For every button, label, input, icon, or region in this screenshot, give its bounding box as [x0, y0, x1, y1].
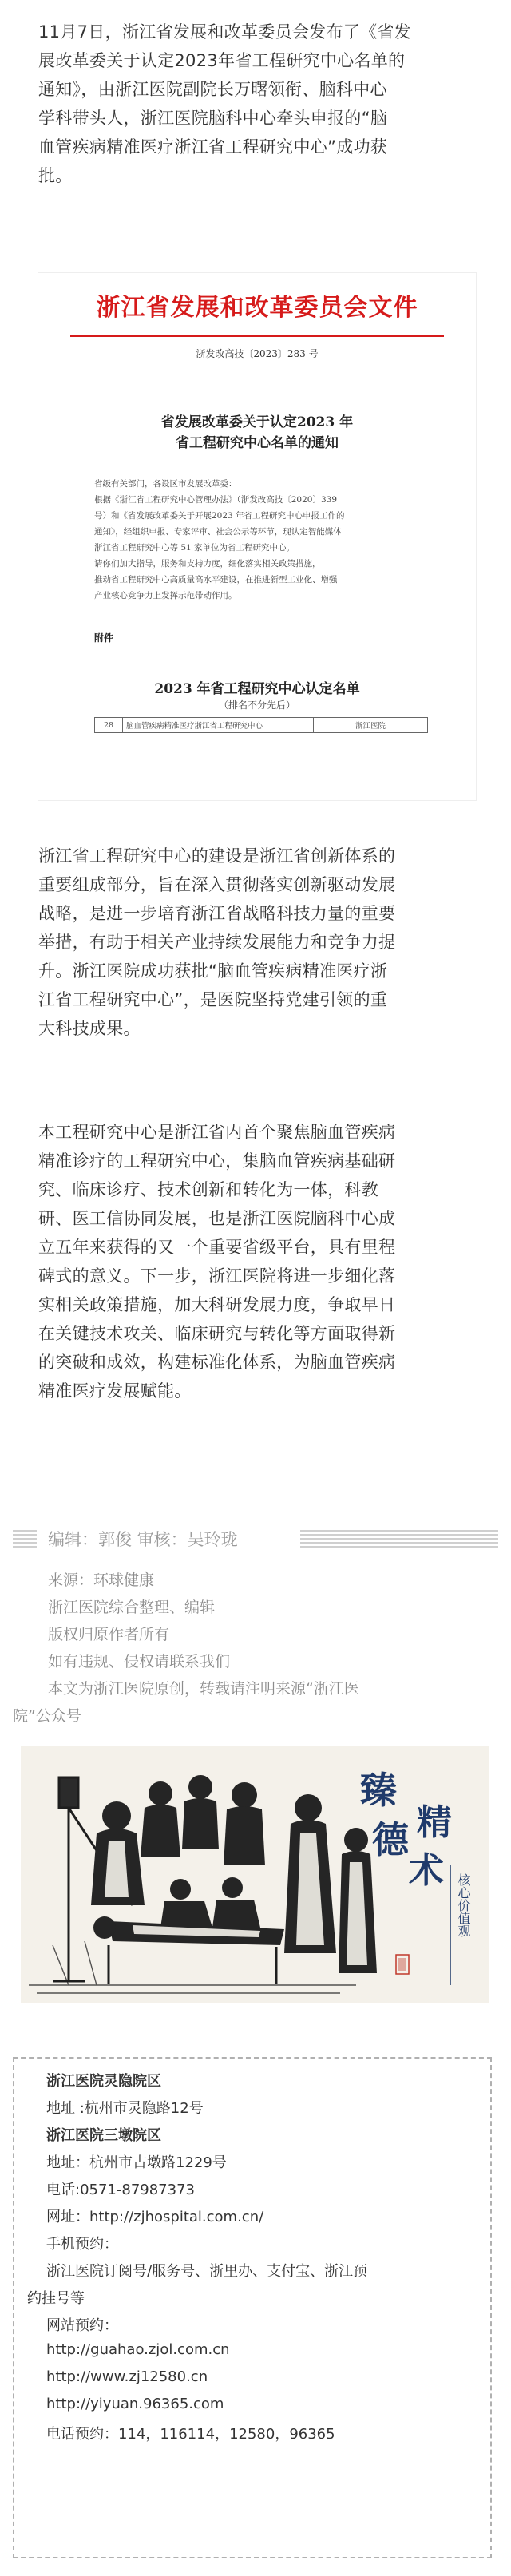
document-body-line: 请你们加大指导，服务和支持力度，细化落实相关政策措施， — [94, 559, 321, 569]
campus2-address: 地址：杭州市古墩路1229号 — [46, 2154, 227, 2171]
mobile-booking-line: 浙江医院订阅号/服务号、浙里办、支付宝、浙江预 — [46, 2263, 368, 2280]
phone-number: 电话:0571-87987373 — [46, 2182, 195, 2198]
core-values-illustration — [21, 1746, 489, 2003]
source-line: 版权归原作者所有 — [48, 1626, 170, 1643]
paragraph-2 — [38, 842, 476, 1043]
list-table — [94, 717, 428, 733]
text-line: 在关键技术攻关、临床研究与转化等方面取得新 — [38, 1324, 396, 1343]
booking-link[interactable]: http://www.zj12580.cn — [46, 2368, 208, 2385]
text-line: 江省工程研究中心”，是医院坚持党建引领的重 — [38, 990, 388, 1009]
text-line: 血管疾病精准医疗浙江省工程研究中心”成功获 — [38, 137, 388, 157]
mobile-booking-line: 约挂号等 — [27, 2290, 85, 2307]
text-line: 精准诊疗的工程研究中心，集脑血管疾病基础研 — [38, 1151, 396, 1171]
source-line: 本文为浙江医院原创，转载请注明来源“浙江医 — [48, 1680, 359, 1698]
editor-credit — [13, 1522, 498, 1554]
text-line: 11月7日，浙江省发展和改革委员会发布了《省发 — [38, 22, 411, 42]
website-link[interactable]: 网址：http://zjhospital.com.cn/ — [46, 2209, 264, 2225]
core-values-label: 核心价值观 — [456, 1873, 471, 1937]
editor-text: 编辑：郭俊 审核：吴玲珑 — [48, 1530, 238, 1549]
campus1-address: 地址 :杭州市灵隐路12号 — [46, 2100, 204, 2117]
text-line: 重要组成部分，旨在深入贯彻落实创新驱动发展 — [38, 875, 396, 894]
document-title-line1: 省发展改革委关于认定2023 年 — [160, 414, 354, 430]
text-line: 精准医疗发展赋能。 — [38, 1381, 192, 1401]
stripe-decoration — [13, 1528, 37, 1548]
text-line: 浙江省工程研究中心的建设是浙江省创新体系的 — [38, 846, 396, 866]
document-body-line: 产业核心竞争力上发挥示范带动作用。 — [94, 591, 237, 600]
text-line: 学科带头人，浙江医院脑科中心牵头申报的“脑 — [38, 109, 388, 128]
document-body-line: 通知》，经组织申报、专家评审、社会公示等环节，现认定智能媒体 — [94, 527, 342, 537]
text-line: 升。浙江医院成功获批“脑血管疾病精准医疗浙 — [38, 961, 388, 981]
document-body-line: 省级有关部门，各设区市发展改革委： — [94, 479, 237, 489]
paragraph-3 — [38, 1118, 476, 1405]
campus2-name: 浙江医院三墩院区 — [46, 2127, 161, 2144]
text-line: 实相关政策措施，加大科研发展力度，争取早日 — [38, 1295, 396, 1314]
header-rule — [70, 335, 444, 337]
document-title-line2: 省工程研究中心名单的通知 — [176, 435, 339, 451]
text-line: 本工程研究中心是浙江省内首个聚焦脑血管疾病 — [38, 1123, 396, 1142]
source-line: 如有违规、侵权请联系我们 — [48, 1653, 231, 1670]
text-line: 战略，是进一步培育浙江省战略科技力量的重要 — [38, 904, 396, 923]
intro-paragraph — [38, 18, 476, 190]
text-line: 举措，有助于相关产业持续发展能力和竞争力提 — [38, 933, 396, 952]
document-body-line: 浙江省工程研究中心等 51 家单位为省工程研究中心。 — [94, 543, 295, 553]
text-line: 展改革委关于认定2023年省工程研究中心名单的 — [38, 51, 406, 70]
document-header: 浙江省发展和改革委员会文件 — [96, 294, 418, 322]
text-line: 批。 — [38, 166, 73, 185]
booking-link[interactable]: http://yiyuan.96365.com — [46, 2396, 224, 2412]
text-line: 立五年来获得的又一个重要省级平台，具有里程 — [38, 1238, 396, 1257]
calligraphy-char: 术 — [409, 1850, 444, 1891]
table-cell-no: 28 — [95, 718, 123, 733]
list-subtitle: （排名不分先后） — [218, 699, 295, 711]
document-body-line: 推动省工程研究中心高质量高水平建设，在推进新型工业化、增强 — [94, 575, 338, 585]
stripe-decoration — [300, 1528, 498, 1548]
source-line: 院”公众号 — [13, 1707, 81, 1725]
mobile-booking-label: 手机预约： — [46, 2236, 118, 2253]
document-body-line: 根据《浙江省工程研究中心管理办法》（浙发改高技〔2020〕339 — [94, 495, 338, 505]
text-line: 究、临床诊疗、技术创新和转化为一体，科教 — [38, 1180, 378, 1199]
hospital-info-box — [13, 2057, 492, 2558]
text-line: 的突破和成效，构建标准化体系，为脑血管疾病 — [38, 1353, 396, 1372]
phone-booking: 电话预约：114，116114，12580，96365 — [46, 2426, 335, 2443]
table-cell-unit: 浙江医院 — [314, 718, 428, 733]
table-row — [95, 718, 428, 733]
list-title: 2023 年省工程研究中心认定名单 — [154, 681, 360, 697]
campus1-name: 浙江医院灵隐院区 — [46, 2073, 161, 2090]
document-number: 浙发改高技〔2023〕283 号 — [196, 348, 319, 359]
source-line: 来源：环球健康 — [48, 1571, 155, 1589]
text-line: 通知》，由浙江医院副院长万曙领衔、脑科中心 — [38, 80, 387, 99]
source-line: 浙江医院综合整理、编辑 — [48, 1599, 216, 1616]
booking-link[interactable]: http://guahao.zjol.com.cn — [46, 2341, 230, 2358]
annex-label: 附件 — [94, 632, 114, 644]
document-body-line: 号）和《省发展改革委关于开展2023 年省工程研究中心申报工作的 — [94, 511, 345, 521]
government-document-image — [38, 273, 476, 800]
document-body — [94, 476, 430, 604]
calligraphy-char: 德 — [372, 1818, 409, 1861]
text-line: 研、医工信协同发展，也是浙江医院脑科中心成 — [38, 1209, 396, 1228]
web-booking-label: 网站预约： — [46, 2317, 118, 2334]
calligraphy-char: 臻 — [360, 1769, 397, 1812]
text-line: 大科技成果。 — [38, 1019, 141, 1038]
calligraphy-char: 精 — [417, 1802, 452, 1843]
table-cell-name: 脑血管疾病精准医疗浙江省工程研究中心 — [123, 718, 314, 733]
text-line: 碑式的意义。下一步，浙江医院将进一步细化落 — [38, 1266, 396, 1286]
